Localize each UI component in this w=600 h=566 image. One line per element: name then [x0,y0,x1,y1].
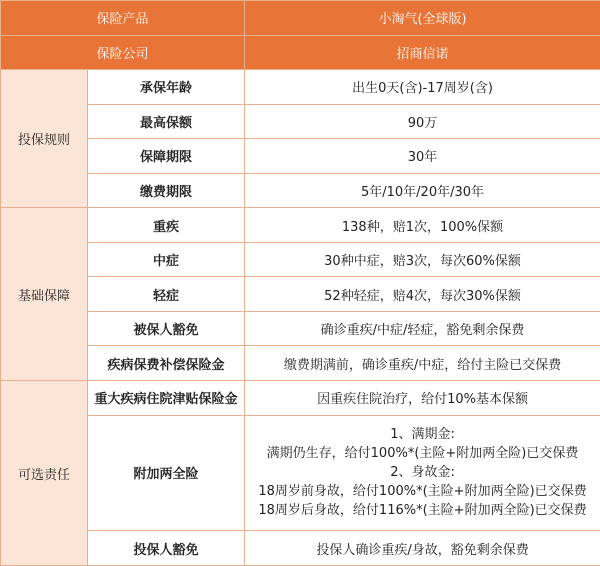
value-line: 18周岁前身故，给付100%*(主险+附加两全险)已交保费 [258,484,587,500]
row-label: 重疾 [88,208,245,243]
row-value: 30种中症，赔3次，每次60%保额 [245,242,600,277]
header-row-company [1,35,600,70]
table-row [1,242,600,277]
table-row [1,104,600,139]
value-line: 满期仍生存，给付100%*(主险+附加两全险)已交保费 [266,446,579,462]
row-label: 疾病保费补偿保险金 [88,346,245,381]
section-optional-title: 可选责任 [1,381,88,566]
row-label: 被保人豁免 [88,311,245,346]
row-label: 投保人豁免 [88,531,245,566]
section-rules-title: 投保规则 [1,70,88,208]
table-row [1,381,600,416]
table-row [1,346,600,381]
product-name: 小淘气(全球版) [245,1,600,36]
table-row [1,277,600,312]
row-label: 中症 [88,242,245,277]
row-value: 138种，赔1次，100%保额 [245,208,600,243]
value-line: 2、身故金: [390,465,455,481]
row-value: 90万 [245,104,600,139]
table-row [1,173,600,208]
row-value: 52种轻症，赔4次，每次30%保额 [245,277,600,312]
row-value: 出生0天(含)-17周岁(含) [245,70,600,105]
row-label: 承保年龄 [88,70,245,105]
row-value: 缴费期满前，确诊重疾/中症，给付主险已交保费 [245,346,600,381]
section-basic-title: 基础保障 [1,208,88,381]
row-value: 30年 [245,139,600,174]
table-row [1,311,600,346]
row-label: 轻症 [88,277,245,312]
row-value: 投保人确诊重疾/身故，豁免剩余保费 [245,531,600,566]
table-row [1,70,600,105]
table-row [1,208,600,243]
value-line: 1、满期金: [390,427,455,443]
company-label: 保险公司 [1,35,245,70]
row-label: 附加两全险 [88,415,245,531]
row-value: 因重疾住院治疗，给付10%基本保额 [245,381,600,416]
table-row [1,139,600,174]
table-row [1,531,600,566]
row-value: 5年/10年/20年/30年 [245,173,600,208]
row-value-multiline [245,415,600,531]
table-row [1,415,600,531]
value-line: 18周岁后身故，给付116%*(主险+附加两全险)已交保费 [258,503,587,519]
row-label: 重大疾病住院津贴保险金 [88,381,245,416]
row-label: 保障期限 [88,139,245,174]
row-label: 最高保额 [88,104,245,139]
product-label: 保险产品 [1,1,245,36]
company-name: 招商信诺 [245,35,600,70]
header-row-product [1,1,600,36]
row-label: 缴费期限 [88,173,245,208]
row-value: 确诊重疾/中症/轻症，豁免剩余保费 [245,311,600,346]
